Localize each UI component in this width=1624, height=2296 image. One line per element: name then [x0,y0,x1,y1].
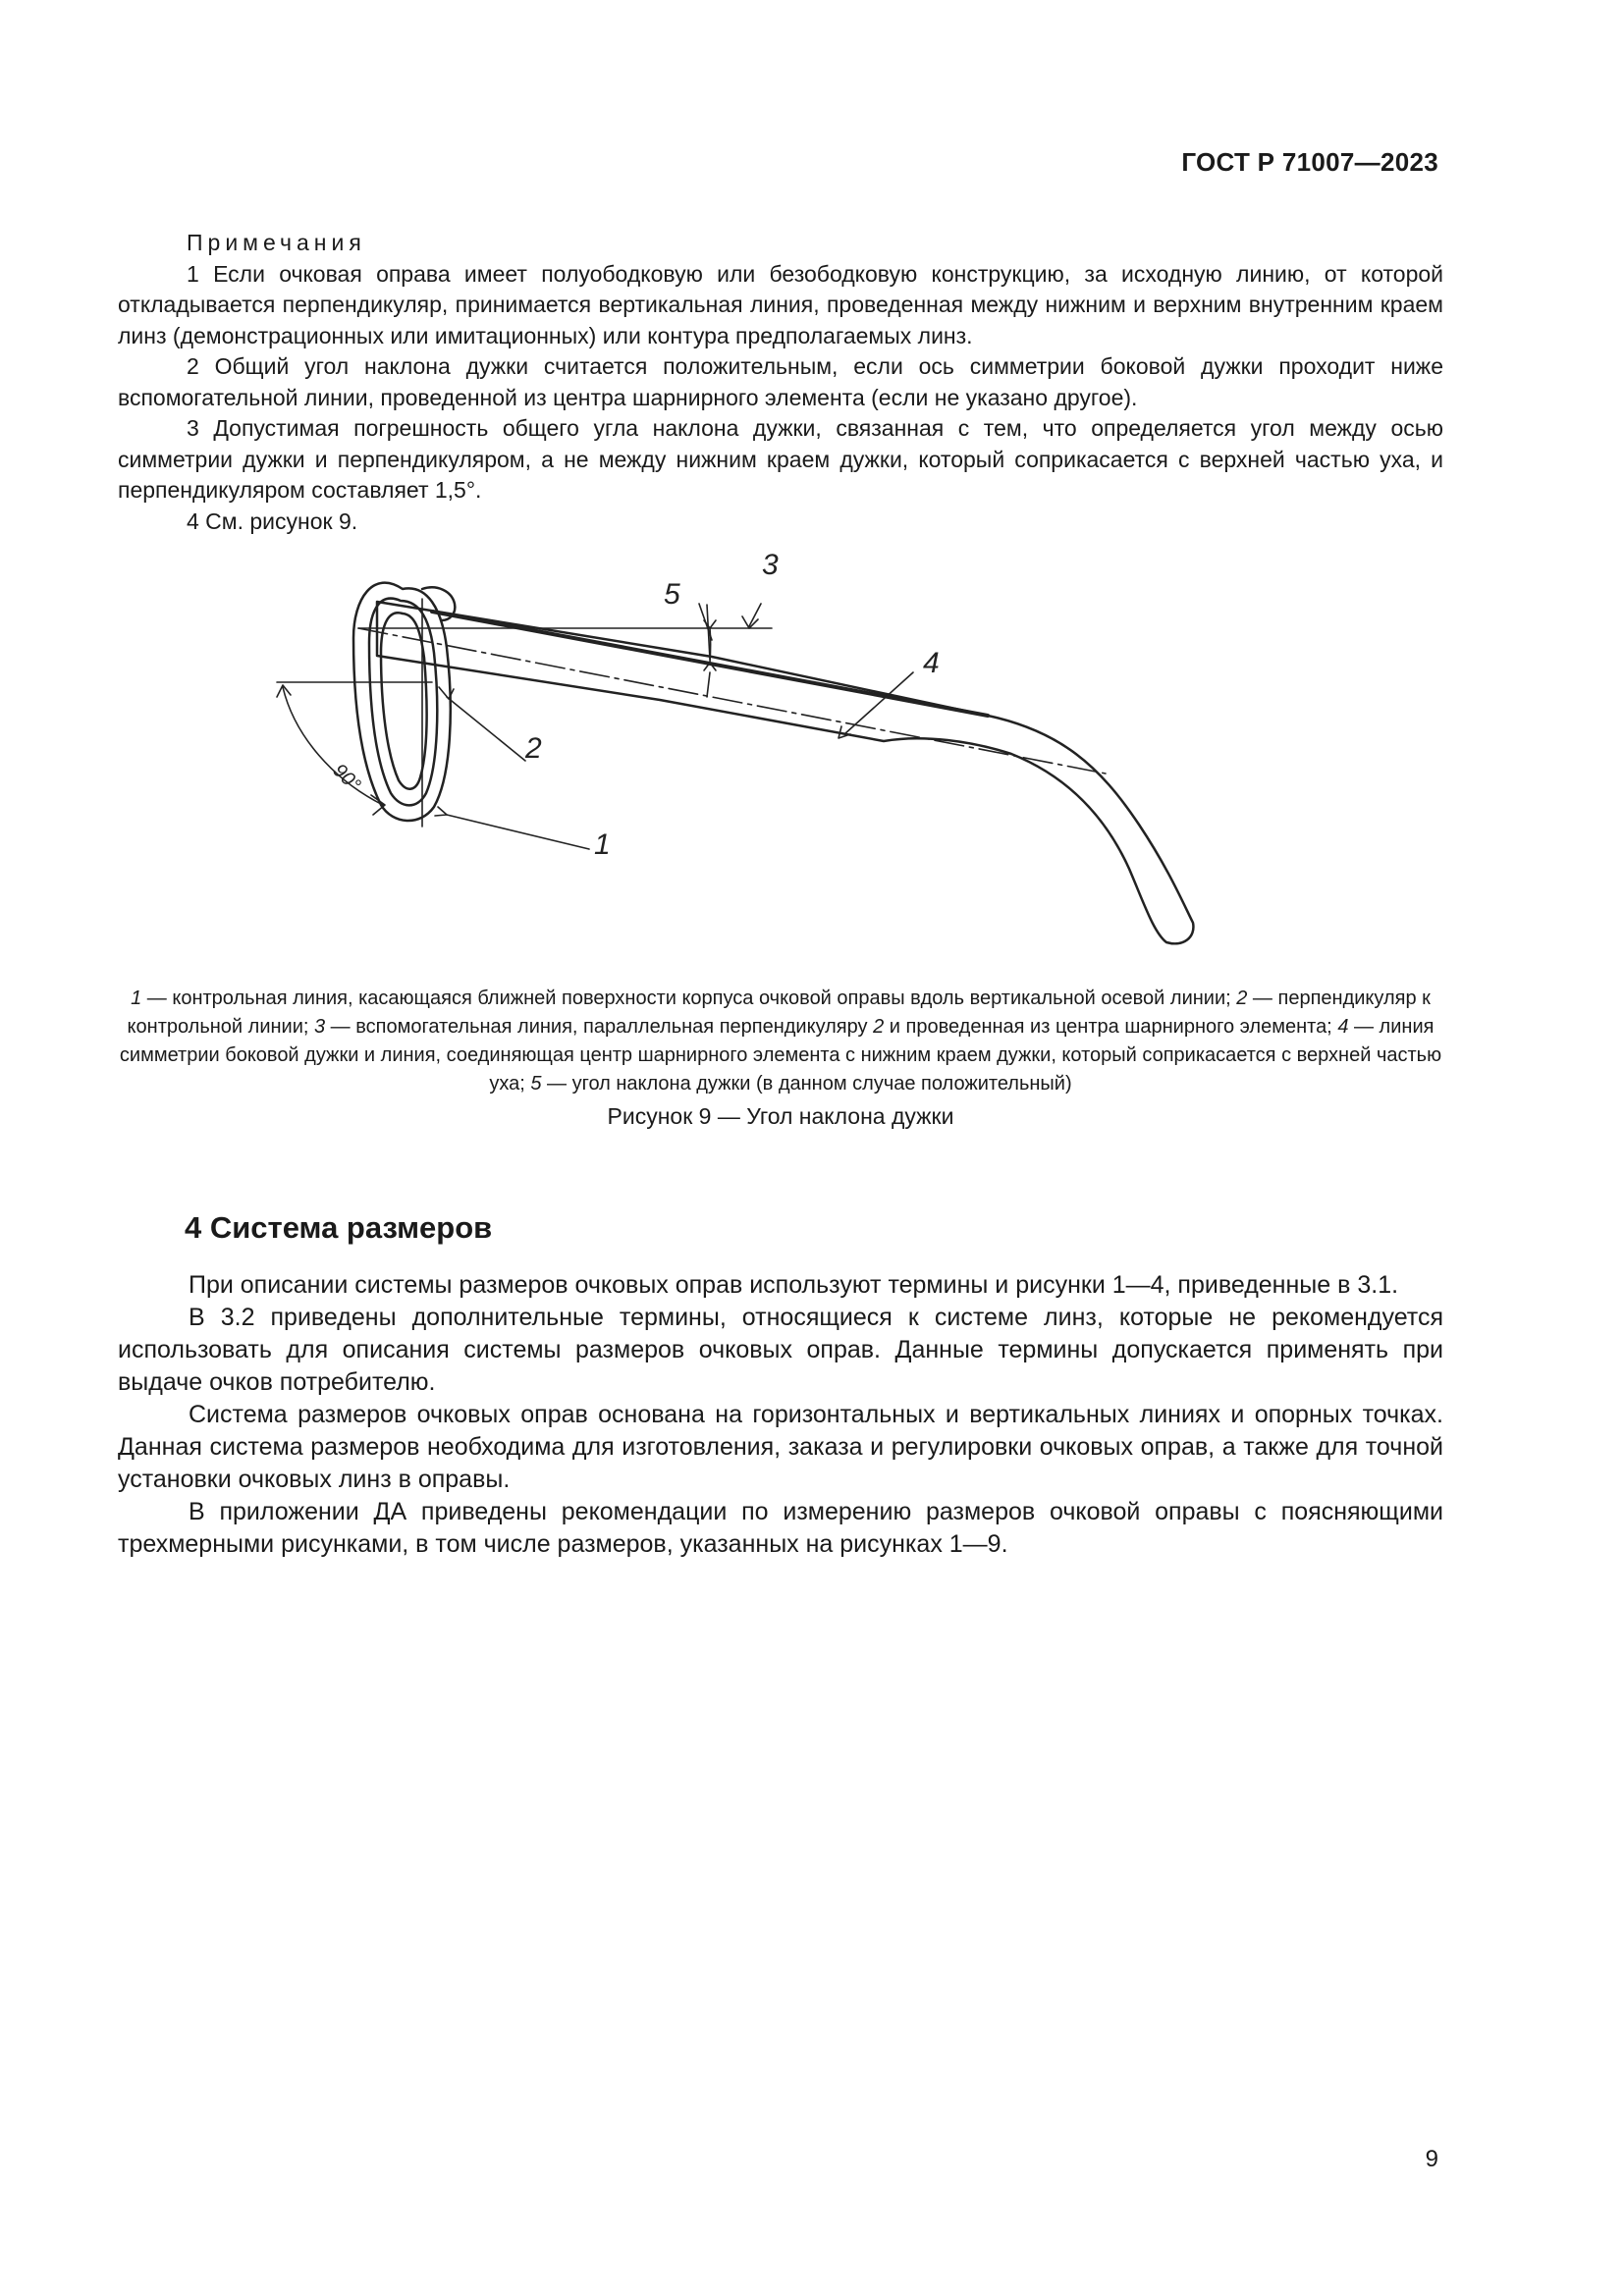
frame-rim-inner-2 [381,613,427,788]
legend-item: 2 и проведенная из центра шарнирного элемента; [873,1016,1338,1038]
section-title: 4 Система размеров [185,1210,493,1245]
leader-line-5 [699,604,712,640]
notes-block [118,228,1443,537]
legend-item: 1 — контрольная линия, касающаяся ближней поверхности корпуса очковой оправы вдоль вертикальной осевой линии; [131,988,1237,1009]
paragraph: В приложении ДА приведены рекомендации по измерению размеров очковой оправы с поясняющими трехмерными рисунками, в том числе размеров, указанных на рисунках 1—9. [118,1498,1443,1558]
legend-item: 2 — перпендикуляр к контрольной линии; [127,988,1431,1038]
note-item: 1 Если очковая оправа имеет полуободковую или безободковую конструкцию, за исходную линию, от которой откладывается перпендикуляр, принимается вертикальная линия, проведенная между нижним и верхним внутренним краем линз (демонстрационных или имитационных) или контура предполагаемых линз. [118,260,1443,348]
paragraph: При описании системы размеров очковых оправ используют термины и рисунки 1—4, приведенные в 3.1. [189,1271,1399,1299]
document-code: ГОСТ Р 71007—2023 [1181,147,1438,177]
label-1: 1 [594,828,611,861]
paragraph: В 3.2 приведены дополнительные термины, относящиеся к системе линз, которые не рекомендуется использовать для описания системы размеров очковых оправ. Данные термины допускается применять при выдаче очков потребителю. [118,1304,1443,1396]
page-number: 9 [1425,2146,1438,2172]
leader-arrow-4 [839,726,850,738]
note-item: 3 Допустимая погрешность общего угла наклона дужки, связанная с тем, что определяется угол между осью симметрии дужки и перпендикуляром, а не между нижним краем дужки, который соприкасается с верхней частью уха, и перпендикуляром составляет 1,5°. [118,415,1443,503]
symmetry-line [358,628,1106,774]
leader-line-2 [447,697,525,761]
leader-arrow-1 [435,807,447,816]
note-item: 2 Общий угол наклона дужки считается положительным, если ось симметрии боковой дужки проходит ниже вспомогательной линии, проведенной из центра шарнирного элемента (если не указано другое). [118,353,1443,410]
note-item: 4 См. рисунок 9. [187,507,358,534]
label-4: 4 [923,647,940,679]
right-angle-arc [283,687,383,805]
legend-item: 4 — линия симметрии боковой дужки и линия, соединяющая центр шарнирного элемента с нижним краем дужки, который соприкасается с верхней частью уха; [119,1016,1442,1095]
figure-legend [118,985,1443,1098]
legend-item: 5 — угол наклона дужки (в данном случае положительный) [530,1073,1072,1095]
figure-caption: Рисунок 9 — Угол наклона дужки [607,1103,954,1129]
section-body [118,1269,1443,1561]
label-5: 5 [664,578,680,611]
label-angle-90: 90° [328,759,365,796]
label-2: 2 [525,732,542,765]
paragraph: Система размеров очковых оправ основана на горизонтальных и вертикальных линиях и опорных точках. Данная система размеров необходима для изготовления, заказа и регулировки очковых оправ, а также для точной установки очковых линз в оправы. [118,1401,1443,1493]
leader-line-1 [447,815,589,849]
leader-line-4 [844,672,913,734]
temple-arm [377,602,1193,943]
angle-tick-lower [707,672,710,697]
leader-arrow-3 [742,616,758,628]
label-3: 3 [762,549,779,581]
legend-item: 3 — вспомогательная линия, параллельная перпендикуляру [314,1016,874,1038]
notes-title: Примечания [187,230,366,255]
temple-angle-figure [255,530,1335,962]
